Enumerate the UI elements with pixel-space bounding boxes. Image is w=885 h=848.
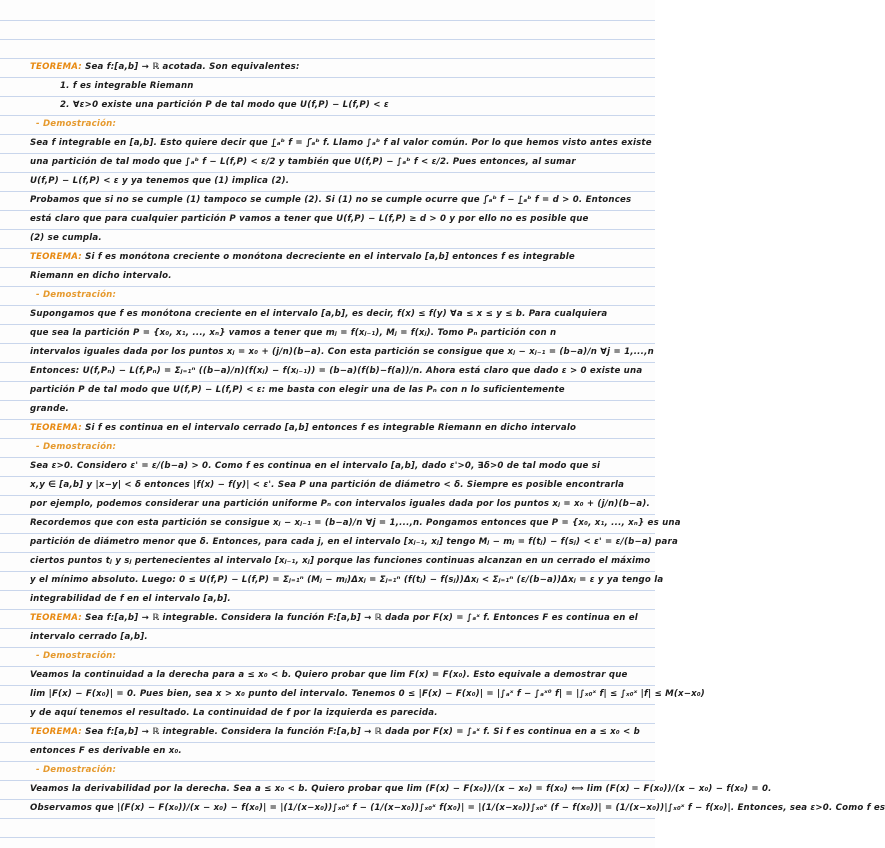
theorem-label: TEOREMA:	[30, 613, 82, 623]
text-line	[30, 343, 654, 362]
line-text: Veamos la continuidad a la derecha para a ≤ x₀ < b. Quiero probar que lim F(x) = F(x₀). Esto equivale a demostrar que	[30, 670, 628, 680]
text-line	[30, 571, 664, 590]
line-text: una partición de tal modo que ∫ₐᵇ f − L(f,P) < ε/2 y también que U(f,P) − ∫ₐᵇ f < ε/2. Pues entonces, al sumar	[30, 157, 576, 167]
proof-label: - Demostración:	[36, 442, 117, 452]
text-line	[30, 476, 627, 495]
proof-heading	[30, 647, 627, 666]
text-line	[30, 210, 627, 229]
proof-heading	[30, 438, 627, 457]
text-line	[30, 628, 627, 647]
line-text: lim |F(x) − F(x₀)| = 0. Pues bien, sea x > x₀ punto del intervalo. Tenemos 0 ≤ |F(x) − F(x₀)| = |∫ₐˣ f − ∫ₐˣ⁰ f| = |∫ₓ₀ˣ f| ≤ ∫ₓ₀ˣ |f| ≤ M(x−x₀)	[30, 689, 705, 699]
text-line	[30, 77, 627, 96]
text-line	[30, 552, 651, 571]
text-line	[30, 780, 772, 799]
text-line	[30, 96, 627, 115]
line-text: Supongamos que f es monótona creciente en el intervalo [a,b], es decir, f(x) ≤ f(y) ∀a ≤ x ≤ y ≤ b. Para cualquiera	[30, 309, 608, 319]
line-text: Sea f integrable en [a,b]. Esto quiere decir que ∫̲ₐᵇ f = ∫̄ₐᵇ f. Llamo ∫ₐᵇ f al valor común. Por lo que hemos visto antes existe	[30, 138, 652, 148]
line-text: Si f es continua en el intervalo cerrado [a,b] entonces f es integrable Riemann en dicho intervalo	[85, 423, 577, 433]
theorem-label: TEOREMA:	[30, 62, 82, 72]
line-text: que sea la partición P = {x₀, x₁, ..., xₙ} vamos a tener que mⱼ = f(xⱼ₋₁), Mⱼ = f(xⱼ). Tomo Pₙ partición con n	[30, 328, 557, 338]
text-line	[30, 362, 643, 381]
text-line	[30, 685, 705, 704]
text-line	[30, 153, 627, 172]
text-line	[30, 666, 627, 685]
line-text: Recordemos que con esta partición se consigue xⱼ − xⱼ₋₁ = (b−a)/n ∀j = 1,...,n. Pongamos entonces que P = {x₀, x₁, ..., xₙ} es una	[30, 518, 681, 528]
line-text: entonces F es derivable en x₀.	[30, 746, 182, 756]
line-text: intervalo cerrado [a,b].	[30, 632, 148, 642]
theorem-label: TEOREMA:	[30, 727, 82, 737]
line-text: y de aquí tenemos el resultado. La continuidad de f por la izquierda es parecida.	[30, 708, 438, 718]
text-line	[30, 400, 627, 419]
text-lines	[30, 58, 885, 818]
text-line	[30, 267, 627, 286]
proof-label: - Demostración:	[36, 651, 117, 661]
text-line	[30, 134, 652, 153]
line-text: U(f,P) − L(f,P) < ε y ya tenemos que (1) implica (2).	[30, 176, 290, 186]
line-text: Sea f:[a,b] → ℝ acotada. Son equivalentes:	[85, 62, 300, 72]
text-line	[30, 590, 627, 609]
line-text: intervalos iguales dada por los puntos xⱼ = x₀ + (j/n)(b−a). Con esta partición se consigue que xⱼ − xⱼ₋₁ = (b−a)/n ∀j = 1,...,n	[30, 347, 654, 357]
theorem-line	[30, 723, 640, 742]
line-text: 1. f es integrable Riemann	[60, 81, 194, 91]
text-line	[30, 305, 627, 324]
line-text: Veamos la derivabilidad por la derecha. Sea a ≤ x₀ < b. Quiero probar que lim (F(x) − F(x₀))/(x − x₀) = f(x₀) ⟺ lim (F(x) − F(x₀))/(x − x₀) − f(x₀) = 0.	[30, 784, 772, 794]
text-line	[30, 324, 627, 343]
proof-label: - Demostración:	[36, 119, 117, 129]
line-text: partición de diámetro menor que δ. Entonces, para cada j, en el intervalo [xⱼ₋₁, xⱼ] tengo Mⱼ − mⱼ = f(tⱼ) − f(sⱼ) < ε' = ε/(b−a) para	[30, 537, 678, 547]
line-text: Sea f:[a,b] → ℝ integrable. Considera la función F:[a,b] → ℝ dada por F(x) = ∫ₐˣ f. Si f es continua en a ≤ x₀ < b	[85, 727, 640, 737]
proof-heading	[30, 115, 627, 134]
line-text: Si f es monótona creciente o monótona decreciente en el intervalo [a,b] entonces f es integrable	[85, 252, 575, 262]
theorem-line	[30, 58, 627, 77]
line-text: Riemann en dicho intervalo.	[30, 271, 172, 281]
line-text: Entonces: U(f,Pₙ) − L(f,Pₙ) = Σⱼ₌₁ⁿ ((b−a)/n)(f(xⱼ) − f(xⱼ₋₁)) = (b−a)(f(b)−f(a))/n. Ahora está claro que dado ε > 0 existe una	[30, 366, 643, 376]
line-text: partición P de tal modo que U(f,P) − L(f,P) < ε: me basta con elegir una de las Pₙ con n lo suficientemente	[30, 385, 565, 395]
text-line	[30, 229, 627, 248]
line-text: Observamos que |(F(x) − F(x₀))/(x − x₀) − f(x₀)| = |(1/(x−x₀))∫ₓ₀ˣ f − (1/(x−x₀))∫ₓ₀ˣ f(x₀)| = |(1/(x−x₀))∫ₓ₀ˣ (f − f(x₀))| = (1/(x−x₀))|∫ₓ₀ˣ f − f(x₀)|. Entonces, sea ε>0. Como f es	[30, 803, 885, 813]
line-text: está claro que para cualquier partición P vamos a tener que U(f,P) − L(f,P) ≥ d > 0 y por ello no es posible que	[30, 214, 589, 224]
proof-label: - Demostración:	[36, 290, 117, 300]
proof-label: - Demostración:	[36, 765, 117, 775]
text-line	[30, 172, 627, 191]
line-text: integrabilidad de f en el intervalo [a,b].	[30, 594, 231, 604]
line-text: Sea ε>0. Considero ε' = ε/(b−a) > 0. Como f es continua en el intervalo [a,b], dado ε'>0, ∃δ>0 de tal modo que si	[30, 461, 601, 471]
line-text: grande.	[30, 404, 69, 414]
line-text: Probamos que si no se cumple (1) tampoco se cumple (2). Si (1) no se cumple ocurre que ∫̄ₐᵇ f − ∫̲ₐᵇ f = d > 0. Entonces	[30, 195, 632, 205]
theorem-label: TEOREMA:	[30, 252, 82, 262]
line-text: 2. ∀ε>0 existe una partición P de tal modo que U(f,P) − L(f,P) < ε	[60, 100, 389, 110]
theorem-line	[30, 248, 627, 267]
line-text: ciertos puntos tⱼ y sⱼ pertenecientes al intervalo [xⱼ₋₁, xⱼ] porque las funciones continuas alcanzan en un cerrado el máximo	[30, 556, 651, 566]
line-text: (2) se cumpla.	[30, 233, 102, 243]
line-text: por ejemplo, podemos considerar una partición uniforme Pₙ con intervalos iguales dada por los puntos xⱼ = x₀ + (j/n)(b−a).	[30, 499, 650, 509]
theorem-label: TEOREMA:	[30, 423, 82, 433]
proof-heading	[30, 761, 627, 780]
text-line	[30, 704, 627, 723]
text-line	[30, 742, 627, 761]
line-text: x,y ∈ [a,b] y |x−y| < δ entonces |f(x) − f(y)| < ε'. Sea P una partición de diámetro < δ. Siempre es posible encontrarla	[30, 480, 625, 490]
text-line	[30, 514, 681, 533]
line-text: y el mínimo absoluto. Luego: 0 ≤ U(f,P) − L(f,P) = Σⱼ₌₁ⁿ (Mⱼ − mⱼ)Δxⱼ = Σⱼ₌₁ⁿ (f(tⱼ) − f(sⱼ))Δxⱼ < Σⱼ₌₁ⁿ (ε/(b−a))Δxⱼ = ε y ya tengo la	[30, 575, 664, 585]
text-line	[30, 191, 632, 210]
theorem-line	[30, 419, 627, 438]
proof-heading	[30, 286, 627, 305]
text-line	[30, 457, 627, 476]
text-line	[30, 799, 885, 818]
text-line	[30, 495, 650, 514]
text-line	[30, 533, 678, 552]
text-line	[30, 381, 627, 400]
line-text: Sea f:[a,b] → ℝ integrable. Considera la función F:[a,b] → ℝ dada por F(x) = ∫ₐˣ f. Entonces F es continua en el	[85, 613, 638, 623]
theorem-line	[30, 609, 638, 628]
